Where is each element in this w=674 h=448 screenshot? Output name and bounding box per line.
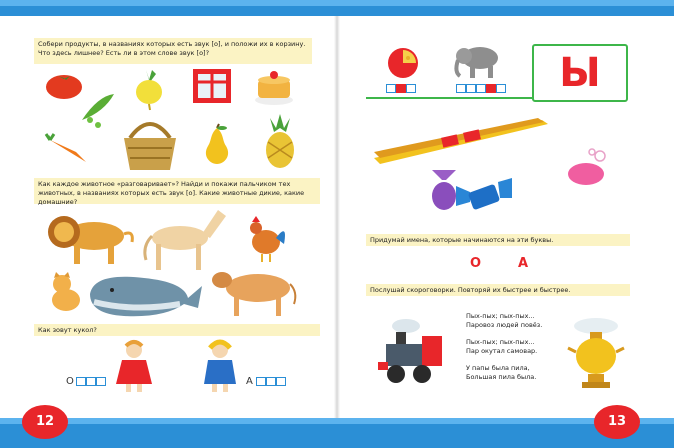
elephant-icon bbox=[454, 42, 500, 78]
elephant-box-2 bbox=[466, 84, 476, 93]
doll2-box-3 bbox=[276, 377, 286, 386]
basket-icon bbox=[120, 116, 180, 172]
elephant-box-1 bbox=[456, 84, 466, 93]
tongue-twister-2-line-2: Пар окутал самовар. bbox=[466, 347, 538, 355]
window-icon bbox=[192, 68, 232, 104]
task-animals-text: Как каждое животное «разговаривает»? Найди и покажи пальчиком тех животных, в названиях которых есть звук [о]. Какие животные дикие, какие домашние? bbox=[34, 178, 320, 204]
page-number-left: 12 bbox=[22, 405, 68, 439]
doll-red-icon bbox=[114, 340, 154, 394]
doll2-box-1 bbox=[256, 377, 266, 386]
tongue-twister-1 bbox=[466, 312, 542, 330]
green-connector-line bbox=[366, 97, 532, 99]
doll-blue-icon bbox=[200, 340, 240, 394]
top-bar bbox=[0, 0, 674, 16]
pancakes-icon bbox=[254, 66, 294, 106]
doll2-letter: А bbox=[246, 376, 253, 387]
task-tongue-twisters-text: Послушай скороговорки. Повторяй их быстрее и быстрее. bbox=[366, 284, 630, 296]
candy-blue-icon bbox=[456, 176, 516, 220]
tongue-twister-3 bbox=[466, 364, 536, 382]
task-products-text: Собери продукты, в названиях которых есть звук [о], и положи их в корзину. Что здесь лишнее? Есть ли в этом слове звук [о]? bbox=[34, 38, 312, 64]
pineapple-icon bbox=[260, 114, 300, 168]
elephant-box-3 bbox=[476, 84, 486, 93]
doll2-box-2 bbox=[266, 377, 276, 386]
big-letter: Ы bbox=[559, 50, 601, 96]
elephant-box-5 bbox=[496, 84, 506, 93]
elephant-box-4 bbox=[486, 84, 496, 93]
tongue-twister-1-line-2: Паровоз людей повёз. bbox=[466, 321, 543, 329]
pear-icon bbox=[200, 124, 234, 164]
page-gutter bbox=[334, 16, 340, 418]
samovar-icon bbox=[566, 316, 626, 390]
lion-icon bbox=[44, 208, 136, 268]
letter-a: А bbox=[518, 256, 529, 271]
rooster-icon bbox=[244, 214, 290, 262]
whale-icon bbox=[84, 268, 204, 320]
doll1-box-3 bbox=[96, 377, 106, 386]
task-names-text: Придумай имена, которые начинаются на эти буквы. bbox=[366, 234, 630, 246]
cow-icon bbox=[208, 262, 300, 318]
bottom-bar bbox=[0, 418, 674, 448]
skis-icon bbox=[372, 118, 552, 166]
cheese-box-3 bbox=[406, 84, 416, 93]
soap-icon bbox=[566, 148, 610, 188]
turnip-icon bbox=[132, 70, 166, 110]
cheese-icon bbox=[386, 46, 420, 80]
tongue-twister-3-line-2: Большая пила была. bbox=[466, 373, 537, 381]
cat-icon bbox=[48, 272, 84, 312]
doll1-box-2 bbox=[86, 377, 96, 386]
cheese-box-2 bbox=[396, 84, 406, 93]
task-dolls-text: Как зовут кукол? bbox=[34, 324, 320, 336]
peas-icon bbox=[78, 90, 118, 130]
tongue-twister-2-line-1: Пых-пых; пых-пых... bbox=[466, 338, 535, 346]
page-number-right: 13 bbox=[594, 405, 640, 439]
tongue-twister-3-line-1: У папы была пила, bbox=[466, 364, 530, 372]
letter-o: О bbox=[470, 256, 482, 271]
cheese-box-1 bbox=[386, 84, 396, 93]
doll1-letter: О bbox=[66, 376, 74, 387]
carrot-icon bbox=[46, 134, 90, 170]
doll1-box-1 bbox=[76, 377, 86, 386]
locomotive-icon bbox=[376, 318, 448, 388]
tongue-twister-2 bbox=[466, 338, 537, 356]
tongue-twister-1-line-1: Пых-пых; пых-пых... bbox=[466, 312, 535, 320]
